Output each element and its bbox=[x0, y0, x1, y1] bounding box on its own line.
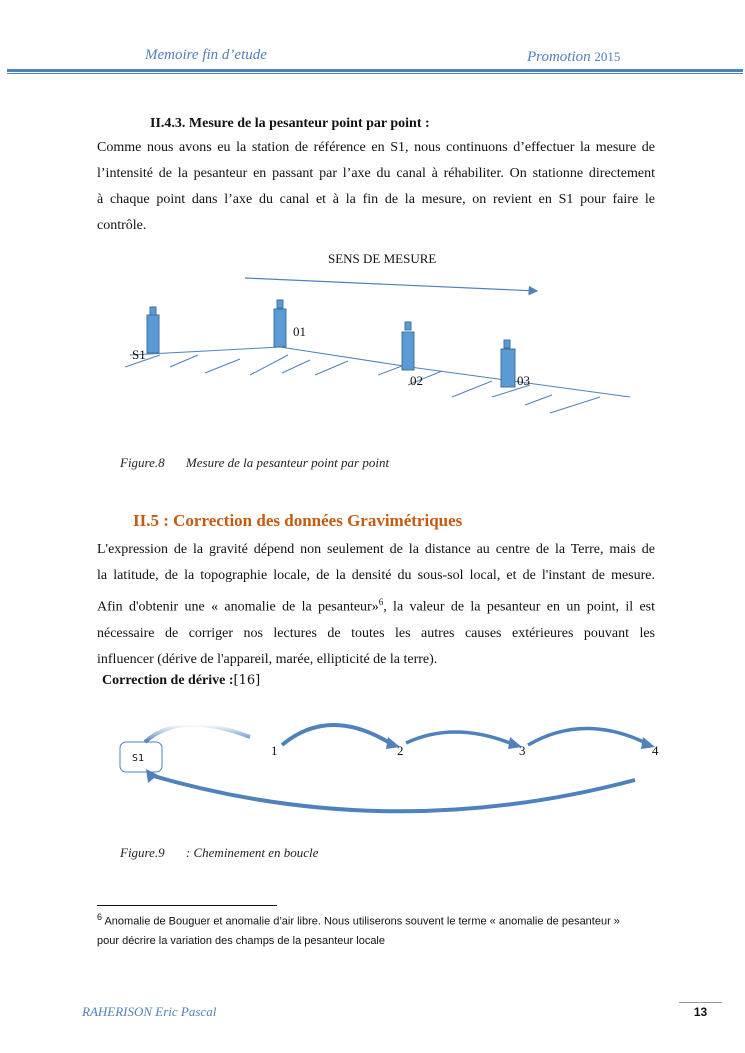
gravimeter-02-top bbox=[405, 322, 411, 330]
station-label-01: 01 bbox=[293, 324, 306, 339]
gravimeter-s1-top bbox=[150, 307, 156, 315]
paragraph-line: L'expression de la gravité dépend non seulement de la distance au centre de la Terre, mais de bbox=[97, 542, 655, 557]
paragraph-line: contrôle. bbox=[97, 218, 147, 233]
paragraph-line-bold-comma: , il est bbox=[615, 599, 655, 615]
drift-correction-heading-text: Correction de dérive : bbox=[102, 673, 234, 688]
loop-point-4: 4 bbox=[652, 743, 659, 758]
gravimeter-03 bbox=[501, 349, 515, 387]
loop-return-arc bbox=[150, 775, 635, 811]
loop-point-1: 1 bbox=[271, 743, 278, 758]
loop-arc-2-3 bbox=[406, 732, 515, 745]
gravimeter-02 bbox=[402, 332, 414, 370]
figure-9-caption-label: Figure.9 bbox=[120, 845, 165, 860]
footnote-line bbox=[97, 912, 620, 928]
figure-8-caption-label: Figure.8 bbox=[120, 455, 165, 470]
direction-arrow bbox=[245, 278, 537, 291]
paragraph-line: à chaque point dans l’axe du canal et à la fin de la mesure, on revient en S1 pour faire le bbox=[97, 192, 655, 207]
footnote-text: Anomalie de Bouguer et anomalie d’air libre. Nous utiliserons souvent le terme « anomalie de pesanteur » bbox=[102, 915, 620, 928]
paragraph-2-5 bbox=[97, 537, 655, 673]
drift-correction-heading bbox=[102, 673, 260, 689]
gravimeter-s1 bbox=[147, 315, 159, 353]
station-label-s1: S1 bbox=[132, 347, 146, 362]
footnote-rule bbox=[97, 905, 277, 906]
paragraph-line: la latitude, de la topographie locale, de la densité du sous-sol local, et de l'instant de mesure. bbox=[97, 568, 655, 583]
paragraph-line: influencer (dérive de l'appareil, marée, ellipticité de la terre). bbox=[97, 651, 438, 667]
header-promotion bbox=[527, 49, 620, 66]
paragraph-2-4-3 bbox=[97, 135, 655, 239]
station-label-02: 02 bbox=[410, 373, 423, 388]
loop-arc-s1-1 bbox=[145, 725, 250, 742]
header-rule-thin bbox=[7, 73, 743, 74]
figure-8-caption-text: Mesure de la pesanteur point par point bbox=[185, 455, 390, 470]
paragraph-line-part: Afin d'obtenir une « anomalie de la pesanteur» bbox=[97, 599, 379, 615]
figure-8-caption bbox=[120, 455, 389, 471]
paragraph-line: nécessaire de corriger nos lectures de toutes les autres causes extérieures pouvant les bbox=[97, 625, 655, 641]
measure-direction-title: SENS DE MESURE bbox=[328, 251, 437, 266]
loop-arc-1-2 bbox=[282, 725, 393, 745]
header-rule bbox=[7, 69, 743, 72]
loop-point-3: 3 bbox=[519, 743, 526, 758]
header-title: Memoire fin d’etude bbox=[145, 47, 267, 63]
figure-8-diagram bbox=[110, 245, 650, 415]
paragraph-line: l’intensité de la pesanteur en passant par l’axe du canal à réhabiliter. On stationne directement bbox=[97, 166, 655, 181]
loop-arc-3-4 bbox=[528, 729, 650, 746]
paragraph-line-part: , la valeur de la pesanteur en un point bbox=[383, 599, 616, 615]
drift-correction-ref: [16] bbox=[233, 673, 261, 688]
gravimeter-03-top bbox=[504, 340, 510, 348]
footer-author: RAHERISON Eric Pascal bbox=[82, 1004, 217, 1019]
figure-9-caption-text: : Cheminement en boucle bbox=[185, 845, 319, 860]
paragraph-line bbox=[97, 589, 655, 621]
station-label-03: 03 bbox=[517, 373, 530, 388]
paragraph-line: Comme nous avons eu la station de référence en S1, nous continuons d’effectuer la mesure de bbox=[97, 140, 655, 155]
figure-9-caption bbox=[120, 845, 318, 861]
header-promotion-word: Promotion bbox=[527, 49, 591, 65]
loop-point-2: 2 bbox=[397, 743, 404, 758]
header-promotion-year: 2015 bbox=[594, 49, 621, 64]
section-heading-2-4-3: II.4.3. Mesure de la pesanteur point par point : bbox=[150, 116, 430, 131]
gravimeter-01 bbox=[274, 309, 286, 347]
footnote-line: pour décrire la variation des champs de la pesanteur locale bbox=[97, 935, 385, 947]
footnote-marker: 6 bbox=[97, 912, 103, 922]
page-number: 13 bbox=[679, 1002, 722, 1019]
ground-profile bbox=[130, 347, 630, 397]
footnote-ref: 6 bbox=[378, 597, 384, 607]
gravimeter-01-top bbox=[277, 300, 283, 308]
start-station-label: S1 bbox=[132, 753, 145, 764]
section-heading-2-5: II.5 : Correction des données Gravimétriques bbox=[133, 511, 463, 530]
figure-9-diagram bbox=[110, 715, 670, 825]
